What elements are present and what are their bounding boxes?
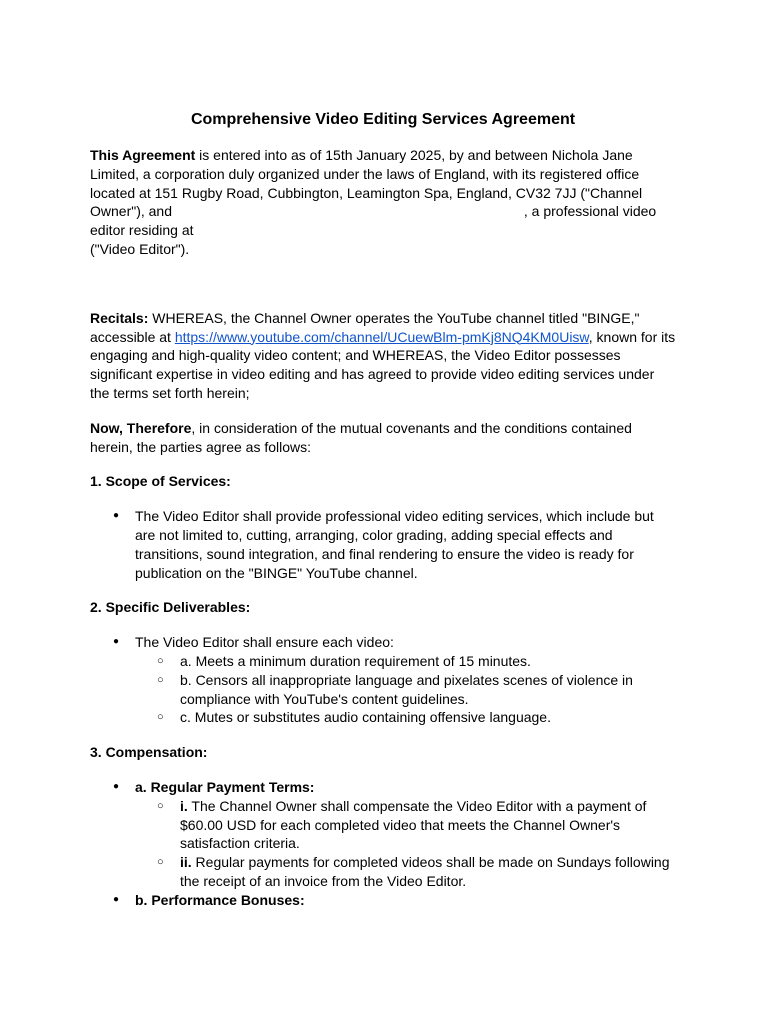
list-item-label: a. Regular Payment Terms: [135, 778, 315, 795]
list-item-label: b. Performance Bonuses: [135, 891, 305, 908]
sub-list-item: ○ a. Meets a minimum duration requirement of 15 minutes. [135, 652, 676, 671]
section-2-heading: 2. Specific Deliverables: [90, 599, 251, 616]
recitals-text-1: WHEREAS, the Channel Owner operates the YouTube channel titled "BINGE," accessible at [90, 309, 640, 345]
list-item [90, 778, 676, 891]
sub-item-lead: ii. [180, 854, 192, 871]
spacer [90, 491, 676, 507]
therefore-paragraph [90, 419, 676, 457]
sub-list-item [135, 797, 676, 853]
spacer [90, 582, 676, 598]
list-item-text: The Video Editor shall ensure each video: [135, 634, 394, 651]
list-item: ● The Video Editor shall provide professional video editing services, which include but are not limited to, cutting, arranging, color grading, adding special effects and transitions, sound integration, and final rendering to ensure the video is ready for publication on the "BINGE" YouTube channel. [90, 507, 676, 582]
therefore-text: , in consideration of the mutual covenants and the conditions contained herein, the parties agree as follows: [90, 419, 632, 455]
recitals-paragraph [90, 309, 676, 403]
intro-text-1: is entered into as of 15th January 2025, by and between Nichola Jane Limited, a corporation duly organized under the laws of England, with its registered office located at 151 Rugby Road, Cubbington, Leamington Spa, England, CV32 7JJ ("Channel Owner"), and [90, 147, 643, 220]
section-2-sublist [135, 652, 676, 727]
spacer [90, 727, 676, 743]
youtube-channel-link[interactable]: https://www.youtube.com/channel/UCuewBlm-pmKj8NQ4KM0Uisw [174, 328, 589, 345]
section-3a-sublist [135, 797, 676, 891]
recitals-lead: Recitals: [90, 309, 149, 326]
section-3-list [90, 778, 676, 910]
spacer [90, 762, 676, 778]
recitals-text-2: , known for its engaging and high-quality video content; and WHEREAS, the Video Editor possesses significant expertise in video editing and has agreed to provide video editing services under the terms set forth herein; [90, 328, 676, 401]
intro-text-3: ("Video Editor"). [90, 240, 190, 257]
section-2-list [90, 633, 676, 727]
spacer [90, 403, 676, 419]
spacer [90, 456, 676, 472]
section-1-heading: 1. Scope of Services: [90, 473, 231, 490]
document-body [90, 110, 676, 910]
sub-list-item [135, 853, 676, 891]
intro-text-2: , a professional video editor residing at [90, 203, 657, 239]
document-title: Comprehensive Video Editing Services Agreement [190, 111, 576, 128]
sub-item-text: The Channel Owner shall compensate the Video Editor with a payment of $60.00 USD for each completed video that meets the Channel Owner's satisfaction criteria. [180, 797, 647, 852]
sub-list-item: ○ c. Mutes or substitutes audio containing offensive language. [135, 708, 676, 727]
therefore-lead: Now, Therefore [90, 419, 192, 436]
sub-item-text: Regular payments for completed videos shall be made on Sundays following the receipt of an invoice from the Video Editor. [180, 854, 670, 889]
sub-item-lead: i. [180, 797, 188, 814]
intro-paragraph [90, 146, 676, 259]
sub-list-item: ○ b. Censors all inappropriate language and pixelates scenes of violence in compliance with YouTube's content guidelines. [135, 671, 676, 709]
section-3-heading: 3. Compensation: [90, 744, 208, 761]
list-item [90, 633, 676, 727]
spacer [90, 617, 676, 633]
section-1-list [90, 507, 676, 582]
spacer [90, 259, 676, 309]
list-item [90, 891, 676, 910]
intro-lead: This Agreement [90, 147, 196, 163]
